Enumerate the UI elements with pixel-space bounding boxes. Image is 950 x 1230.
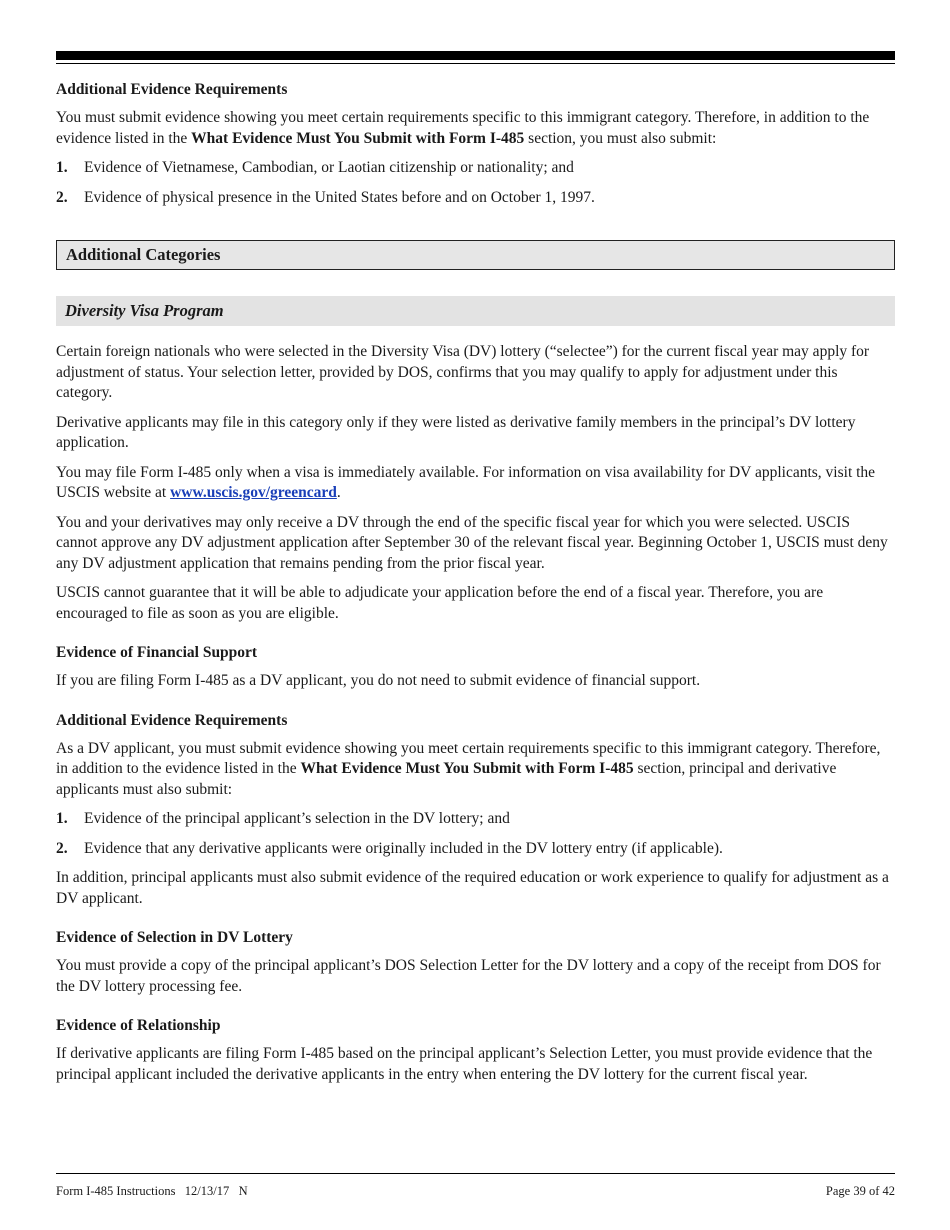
item-number: 2.: [56, 839, 68, 857]
spacer: [56, 1006, 895, 1016]
spacer: [56, 633, 895, 643]
dv-paragraph-5: USCIS cannot guarantee that it will be able to adjudicate your application before the end of a fiscal year. Therefore, you are encouraged to file as soon as you are eligible.: [56, 584, 824, 622]
dv-paragraph-1: Certain foreign nationals who were selected in the Diversity Visa (DV) lottery (“selectee”) for the current fiscal year may apply for adjustment of status. Your selection letter, provided by DOS, confirms that you may qualify to apply for adjustment under this category.: [56, 343, 870, 401]
evidence-intro-1-bold: What Evidence Must You Submit with Form I-485: [191, 129, 525, 147]
evidence-2-item: [56, 839, 895, 860]
item-text: Evidence of physical presence in the United States before and on October 1, 1997.: [84, 188, 595, 206]
header-rule-thin: [56, 63, 895, 64]
section-title-additional-categories: Additional Categories: [56, 240, 895, 270]
greencard-link[interactable]: www.uscis.gov/greencard: [170, 484, 337, 501]
relationship-evidence-text: If derivative applicants are filing Form I-485 based on the principal applicant’s Selection Letter, you must provide evidence that the principal applicant included the derivative applicants in the entry when entering the DV lottery for the current fiscal year.: [56, 1045, 873, 1083]
dv-paragraph-3-end: .: [336, 484, 341, 501]
spacer: [56, 701, 895, 711]
item-number: 2.: [56, 188, 68, 206]
footer-page-number: Page 39 of 42: [825, 1184, 895, 1198]
evidence-1-item: [56, 188, 895, 209]
dv-paragraph-3-start: You may file Form I-485 only when a visa is immediately available. For information on visa availability for DV applicants, visit the USCIS website at: [56, 463, 876, 501]
evidence-intro-1-start: You must submit evidence showing you meet certain requirements specific to this immigrant category. Therefore, in addition to the evidence listed in the: [56, 109, 870, 147]
header-rule-thick: [56, 51, 895, 60]
dv-paragraph-4: You and your derivatives may only receive a DV through the end of the specific fiscal year for which you were selected. USCIS cannot approve any DV adjustment application after September 30 of the relevant fiscal year. Beginning October 1, USCIS must deny any DV adjustment application that remains pending from the prior fiscal year.: [56, 513, 888, 572]
spacer: [56, 217, 895, 240]
evidence-intro-2: [56, 739, 895, 801]
evidence-intro-1: [56, 108, 895, 149]
spacer: [56, 918, 895, 928]
evidence-2-closing: In addition, principal applicants must also submit evidence of the required education or work experience to qualify for adjustment as a DV applicant.: [56, 869, 889, 907]
evidence-intro-1-end: section, you must also submit:: [524, 129, 717, 147]
footer-rule: [56, 1173, 895, 1174]
financial-support-text: If you are filing Form I-485 as a DV applicant, you do not need to submit evidence of financial support.: [56, 672, 701, 689]
selection-evidence-text: You must provide a copy of the principal applicant’s DOS Selection Letter for the DV lottery and a copy of the receipt from DOS for the DV lottery processing fee.: [56, 957, 881, 995]
selection-evidence-heading: Evidence of Selection in DV Lottery: [56, 929, 293, 946]
evidence-intro-2-end: section, principal and derivative applicants must also submit:: [56, 760, 837, 798]
evidence-heading-1: Additional Evidence Requirements: [56, 81, 288, 98]
footer-form-id: Form I-485 Instructions 12/13/17 N: [56, 1184, 248, 1198]
evidence-2-item: [56, 809, 895, 830]
item-text: Evidence that any derivative applicants were originally included in the DV lottery entry (if applicable).: [84, 839, 723, 857]
evidence-heading-2: Additional Evidence Requirements: [56, 711, 288, 729]
relationship-evidence-heading: Evidence of Relationship: [56, 1017, 221, 1034]
dv-paragraph-2: Derivative applicants may file in this category only if they were listed as derivative family members in the principal’s DV lottery application.: [56, 413, 856, 451]
item-text: Evidence of the principal applicant’s selection in the DV lottery; and: [84, 810, 510, 827]
item-number: 1.: [56, 810, 68, 827]
evidence-1-item: [56, 158, 895, 179]
evidence-intro-2-bold: What Evidence Must You Submit with Form I-485: [300, 760, 634, 777]
subsection-title-diversity-visa: Diversity Visa Program: [56, 296, 895, 326]
evidence-intro-2-start: As a DV applicant, you must submit evidence showing you meet certain requirements specific to this immigrant category. Therefore, in addition to the evidence listed in the: [56, 739, 881, 777]
document-page: [56, 0, 895, 1230]
financial-support-heading: Evidence of Financial Support: [56, 644, 258, 661]
item-text: Evidence of Vietnamese, Cambodian, or Laotian citizenship or nationality; and: [84, 159, 574, 176]
page-content: [56, 80, 895, 1094]
item-number: 1.: [56, 159, 68, 176]
dv-paragraph-3: [56, 463, 895, 504]
